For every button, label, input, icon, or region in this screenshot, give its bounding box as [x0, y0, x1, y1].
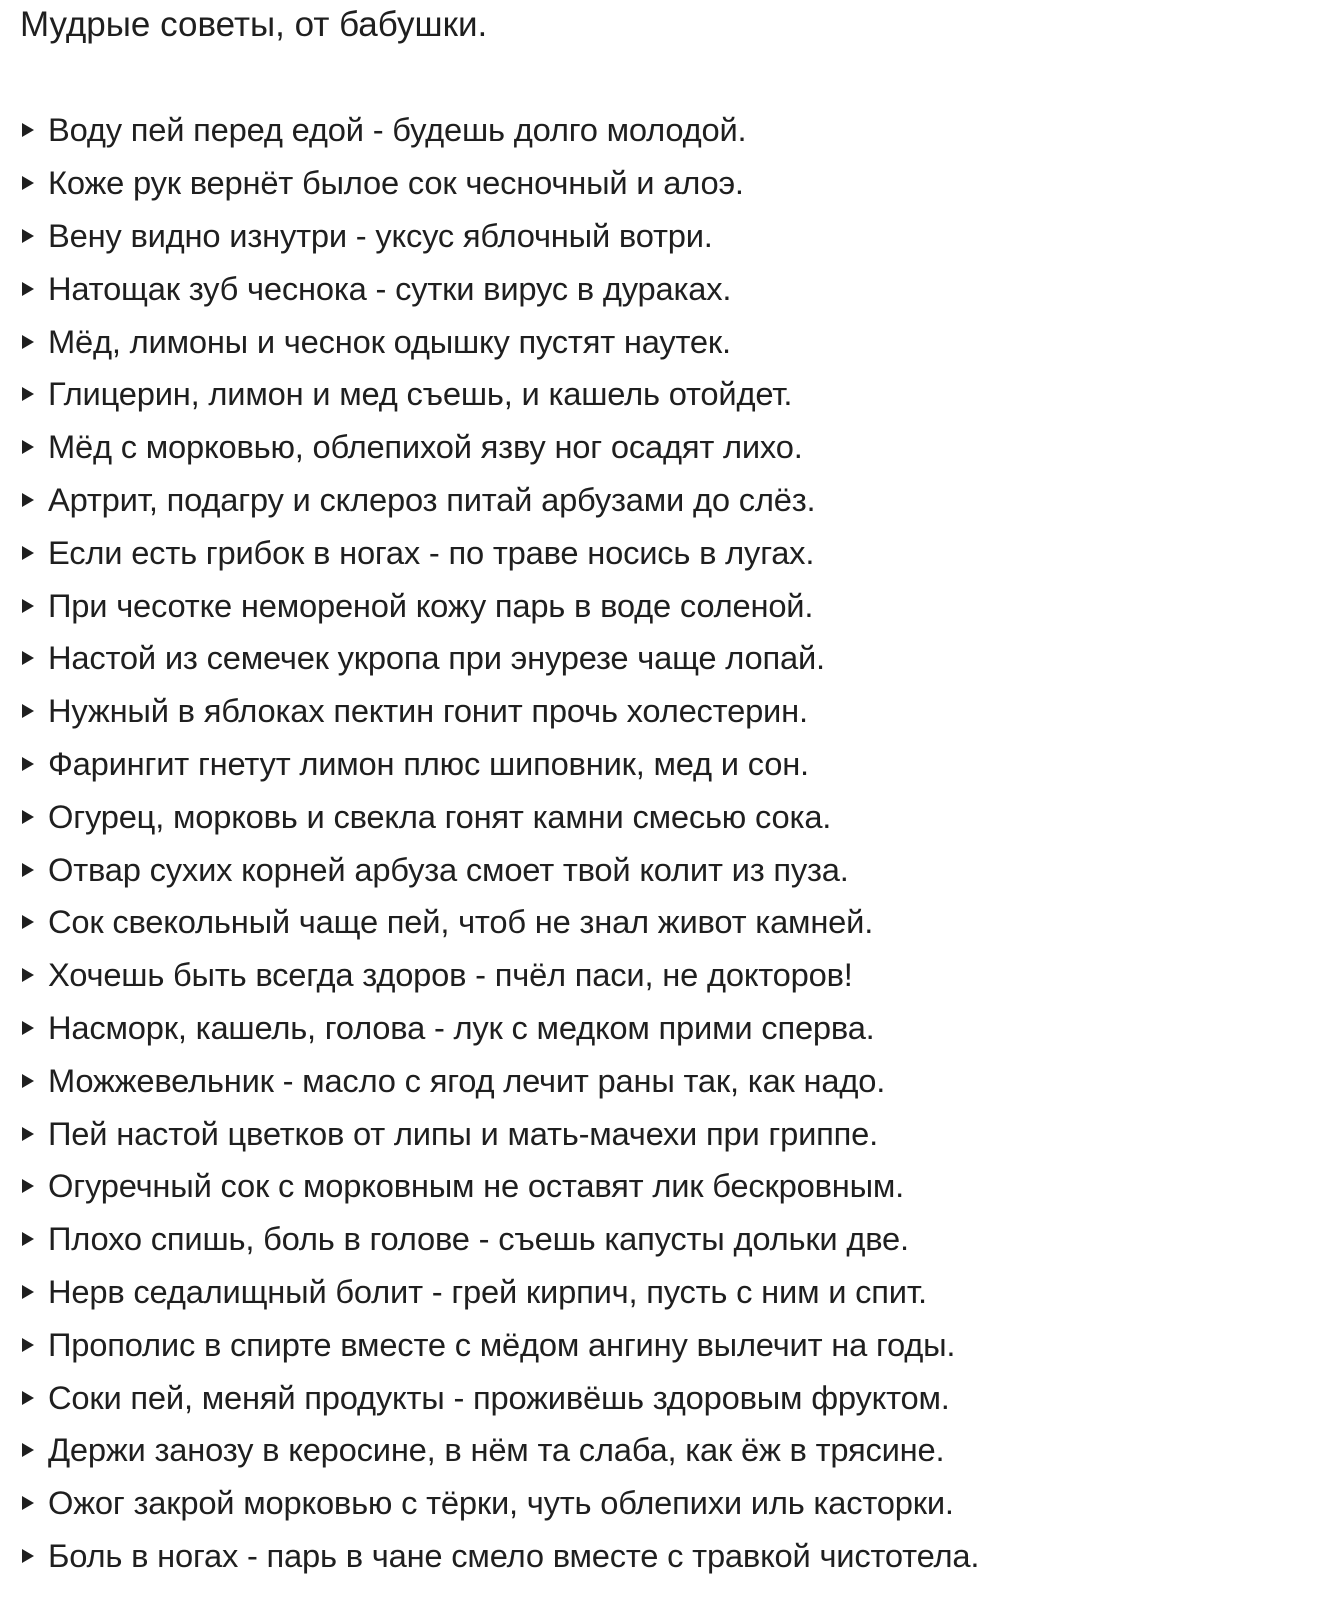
advice-list: [20, 104, 1330, 1582]
document-page: [20, 0, 1330, 1582]
triangle-right-icon: [22, 440, 34, 454]
triangle-right-icon: [22, 704, 34, 718]
list-item-text: При чесотке немореной кожу парь в воде соленой.: [48, 586, 814, 624]
list-item: [20, 738, 1330, 791]
triangle-right-icon: [22, 387, 34, 401]
list-item-text: Нерв седалищный болит - грей кирпич, пусть с ним и спит.: [48, 1272, 927, 1310]
triangle-right-icon: [22, 915, 34, 929]
list-item-text: Огурец, морковь и свекла гонят камни смесью сока.: [48, 797, 832, 835]
triangle-right-icon: [22, 123, 34, 137]
list-item: [20, 790, 1330, 843]
list-item: [20, 526, 1330, 579]
triangle-right-icon: [22, 1285, 34, 1299]
list-item-text: Если есть грибок в ногах - по траве носись в лугах.: [48, 533, 815, 571]
list-item: [20, 1318, 1330, 1371]
list-item: [20, 1371, 1330, 1424]
list-item-text: Коже рук вернёт былое сок чесночный и алоэ.: [48, 164, 744, 202]
list-item-text: Насморк, кашель, голова - лук с медком прими сперва.: [48, 1008, 875, 1046]
list-item: [20, 685, 1330, 738]
triangle-right-icon: [22, 968, 34, 982]
list-item: [20, 1002, 1330, 1055]
list-item: [20, 896, 1330, 949]
triangle-right-icon: [22, 1021, 34, 1035]
list-item: [20, 1213, 1330, 1266]
list-item: [20, 315, 1330, 368]
list-item-text: Воду пей перед едой - будешь долго молодой.: [48, 111, 747, 149]
triangle-right-icon: [22, 1179, 34, 1193]
list-item-text: Хочешь быть всегда здоров - пчёл паси, не докторов!: [48, 956, 853, 994]
list-item-text: Сок свекольный чаще пей, чтоб не знал живот камней.: [48, 903, 874, 941]
triangle-right-icon: [22, 493, 34, 507]
list-item-text: Можжевельник - масло с ягод лечит раны так, как надо.: [48, 1061, 886, 1099]
list-item-text: Фарингит гнетут лимон плюс шиповник, мед и сон.: [48, 744, 809, 782]
list-item: [20, 1160, 1330, 1213]
list-item-text: Соки пей, меняй продукты - проживёшь здоровым фруктом.: [48, 1378, 950, 1416]
triangle-right-icon: [22, 1338, 34, 1352]
triangle-right-icon: [22, 176, 34, 190]
triangle-right-icon: [22, 599, 34, 613]
triangle-right-icon: [22, 757, 34, 771]
list-item: [20, 210, 1330, 263]
triangle-right-icon: [22, 1127, 34, 1141]
list-item-text: Плохо спишь, боль в голове - съешь капусты дольки две.: [48, 1220, 909, 1258]
list-item-text: Артрит, подагру и склероз питай арбузами до слёз.: [48, 480, 816, 518]
list-item: [20, 421, 1330, 474]
triangle-right-icon: [22, 282, 34, 296]
list-item: [20, 1054, 1330, 1107]
list-item: [20, 1266, 1330, 1319]
page-title: Мудрые советы, от бабушки.: [20, 5, 488, 44]
triangle-right-icon: [22, 1549, 34, 1563]
list-item-text: Нужный в яблоках пектин гонит прочь холестерин.: [48, 692, 808, 730]
list-item: [20, 1477, 1330, 1530]
list-item: [20, 368, 1330, 421]
list-item: [20, 949, 1330, 1002]
triangle-right-icon: [22, 810, 34, 824]
triangle-right-icon: [22, 335, 34, 349]
list-item: [20, 104, 1330, 157]
list-item-text: Пей настой цветков от липы и мать-мачехи при гриппе.: [48, 1114, 879, 1152]
list-item: [20, 632, 1330, 685]
list-item: [20, 1424, 1330, 1477]
list-item-text: Держи занозу в керосине, в нём та слаба, как ёж в трясине.: [48, 1431, 945, 1469]
list-item-text: Боль в ногах - парь в чане смело вместе с травкой чистотела.: [48, 1536, 980, 1574]
triangle-right-icon: [22, 1496, 34, 1510]
triangle-right-icon: [22, 229, 34, 243]
triangle-right-icon: [22, 546, 34, 560]
list-item: [20, 579, 1330, 632]
list-item-text: Глицерин, лимон и мед съешь, и кашель отойдет.: [48, 375, 793, 413]
list-item-text: Натощак зуб чеснока - сутки вирус в дураках.: [48, 269, 732, 307]
list-item-text: Настой из семечек укропа при энурезе чаще лопай.: [48, 639, 825, 677]
list-item-text: Огуречный сок с морковным не оставят лик бескровным.: [48, 1167, 905, 1205]
list-item: [20, 843, 1330, 896]
list-item-text: Отвар сухих корней арбуза смоет твой колит из пуза.: [48, 850, 849, 888]
list-item: [20, 262, 1330, 315]
list-item-text: Прополис в спирте вместе с мёдом ангину вылечит на годы.: [48, 1325, 956, 1363]
triangle-right-icon: [22, 1232, 34, 1246]
list-item-text: Вену видно изнутри - уксус яблочный вотри.: [48, 216, 713, 254]
list-item: [20, 157, 1330, 210]
triangle-right-icon: [22, 1074, 34, 1088]
list-item: [20, 1530, 1330, 1583]
list-item-text: Мёд с морковью, облепихой язву ног осадят лихо.: [48, 428, 803, 466]
triangle-right-icon: [22, 1443, 34, 1457]
list-item: [20, 474, 1330, 527]
list-item: [20, 1107, 1330, 1160]
list-item-text: Мёд, лимоны и чеснок одышку пустят наутек.: [48, 322, 731, 360]
triangle-right-icon: [22, 651, 34, 665]
triangle-right-icon: [22, 863, 34, 877]
list-item-text: Ожог закрой морковью с тёрки, чуть облепихи иль касторки.: [48, 1484, 954, 1522]
triangle-right-icon: [22, 1391, 34, 1405]
